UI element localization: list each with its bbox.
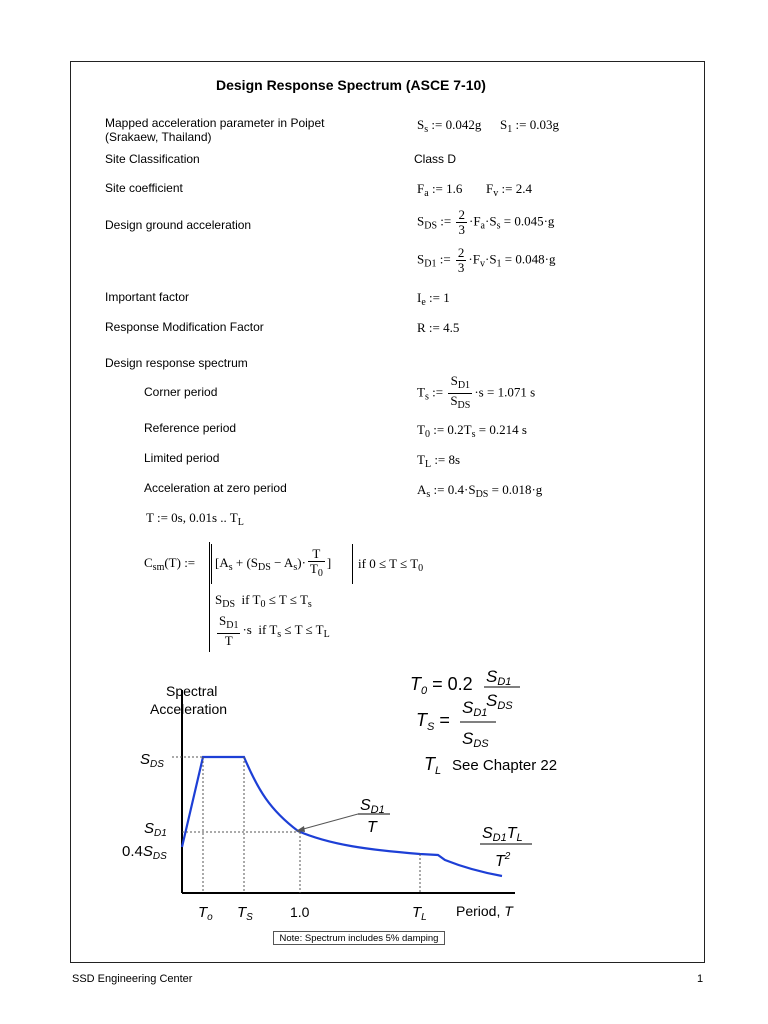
spectrum-graph [120,660,590,925]
site-class-label: Site Classification [105,152,200,166]
tl-value: 8s [448,452,461,467]
fv-equation: $F_v$ := 2.4 [486,181,532,199]
ie-equation: $I_e$ := 1 [417,290,450,308]
label-sds: $S_{DS}$ [140,751,164,770]
piecewise-bar [209,542,210,652]
formula-t0-num: SD1 [486,667,512,688]
sd1-value: 0.048·g [515,251,556,267]
csm-lhs: $C_{sm}(T)$ := [144,555,196,573]
s1-equation: $S_1$ := 0.03g [500,117,559,135]
label-tl: $T_L$ [412,904,427,923]
importance-label: Important factor [105,290,190,304]
label-sd1: $S_{D1}$ [144,820,167,839]
t0-equation: $T_0$ := $0.2T_s = 0.214$ s [417,422,527,440]
label-ts: $T_S$ [237,904,253,923]
page-title: Design Response Spectrum (ASCE 7-10) [216,77,486,93]
csm-case-1: [$A_s + (S_{DS} - A_s)\cdot$ $\frac{T}{T_0}$ ] [215,546,332,579]
fa-value: 1.6 [446,181,463,196]
ss-value: 0.042g [445,117,482,132]
rmf-label: Response Modification Factor [105,320,264,334]
as-equation: $A_s$ := $0.4\cdot S_{DS} = 0.018\cdot g$ [417,482,543,500]
fv-value: 2.4 [515,181,532,196]
mapped-label-line1: Mapped acceleration parameter in Poipet [105,116,325,130]
damping-note: Note: Spectrum includes 5% damping [273,931,445,945]
csm-cond-1: if $0 \le T \le T_0$ [358,556,424,574]
r-equation: R := 4.5 [417,320,460,335]
annot-long-den: $T^2$ [495,851,511,870]
bracket-left [211,544,212,584]
zero-label: Acceleration at zero period [144,481,287,495]
page-number: 1 [697,973,704,985]
design-ground-label: Design ground acceleration [105,218,252,232]
corner-label: Corner period [144,385,218,399]
spectrum-curve [182,757,502,876]
sds-equation: $S_{DS}$ := $\frac{2}{3}$ $\cdot F_a\cdot S_s = 0.045\cdot g$ [417,207,555,237]
site-coef-label: Site coefficient [105,181,183,195]
label-t0: $T_o$ [198,904,213,923]
footer-left: SSD Engineering Center [72,973,193,985]
spectrum-label: Design response spectrum [105,356,248,370]
as-value: 0.018·g [502,482,543,497]
formula-ts-den: SDS [462,729,489,750]
ss-equation: $S_s$ := 0.042g [417,117,482,135]
formula-ts: $T_S$ = [416,710,450,733]
csm-case-3: $\frac{S_{D1}}{T}$ ·s if $T_s \le T \le T_L$ [219,613,330,648]
leader-arrow-icon [296,826,305,832]
leader-line [296,814,358,831]
mapped-label-line2: (Srakaew, Thailand) [105,130,212,144]
formula-t0-den: SDS [486,691,513,712]
ts-equation: $T_s$ := $\frac{S_{D1}}{S_{DS}}$ ·s = 1.071 s [417,373,536,411]
label-one: 1.0 [290,904,310,920]
period-range-equation: T := 0s, 0.01s .. $T_L$ [146,510,244,528]
y-title-line2: Acceleration [150,701,228,717]
csm-case-2: $S_{DS}$ if $T_0 \le T \le T_s$ [215,592,312,610]
formula-tl: $T_L$ [424,754,442,777]
ts-value: 1.071 s [497,384,536,400]
tl-equation: $T_L$ := 8s [417,452,461,470]
t0-value: 0.214 s [489,422,527,437]
formula-ts-num: SD1 [462,698,488,719]
label-04sds: $0.4S_{DS}$ [122,843,167,862]
x-axis-label-text: Period, [456,903,505,919]
sds-value: 0.045·g [514,213,555,229]
see-chapter: See Chapter 22 [452,757,558,774]
limited-label: Limited period [144,451,220,465]
s1-value: 0.03g [529,117,559,132]
formula-t0: $T_0 = 0.2$ [410,674,473,697]
fa-equation: $F_a$ := 1.6 [417,181,463,199]
x-axis-label: Period, T [456,903,513,919]
annot-sd1-den: T [367,819,377,836]
sd1-equation: $S_{D1}$ := $\frac{2}{3}$ $\cdot F_v\cdot S_1 = 0.048\cdot g$ [417,245,556,275]
reference-label: Reference period [144,421,237,435]
bracket-right [352,544,353,584]
r-value: 4.5 [443,320,460,335]
y-title-line1: Spectral [166,683,218,699]
annot-long-num: SD1TL [482,825,523,844]
ie-value: 1 [443,290,450,305]
annot-sd1-num: SD1 [360,797,385,816]
site-class-value: Class D [414,152,457,166]
